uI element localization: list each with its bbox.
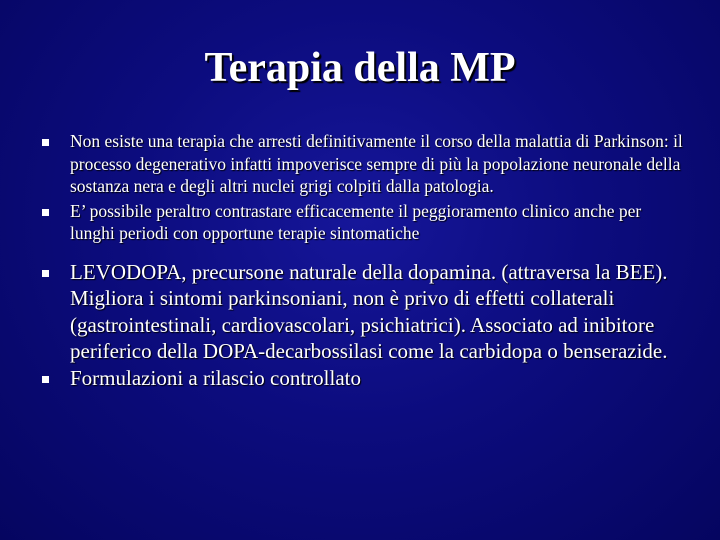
bullet-text: Formulazioni a rilascio controllato (70, 365, 362, 390)
bullet-item (40, 365, 690, 392)
bullet-item (40, 200, 690, 245)
bullet-text: E’ possibile peraltro contrastare efficacemente il peggioramento clinico anche per lunghi periodi con opportune terapie sintomatiche (70, 200, 642, 243)
bullet-list (40, 130, 690, 391)
bullet-text: Non esiste una terapia che arresti definitivamente il corso della malattia di Parkinson: il processo degenerativo infatti impoverisce sempre di più la popolazione neuronale della sostanza nera e degli altri nuclei grigi colpiti dalla patologia. (70, 131, 683, 196)
slide-title: Terapia della MP (204, 45, 516, 91)
square-bullet-icon (42, 139, 49, 146)
square-bullet-icon (42, 376, 49, 383)
bullet-item (40, 130, 690, 198)
square-bullet-icon (42, 209, 49, 216)
bullet-item (40, 259, 690, 365)
bullet-text: LEVODOPA, precursone naturale della dopamina. (attraversa la BEE). Migliora i sintomi parkinsoniani, non è privo di effetti collaterali (gastrointestinali, cardiovascolari, psichiatrici). Associato ad inibitore periferico della DOPA-decarbossilasi come la carbidopa o benserazide. (70, 259, 668, 363)
square-bullet-icon (42, 270, 49, 277)
